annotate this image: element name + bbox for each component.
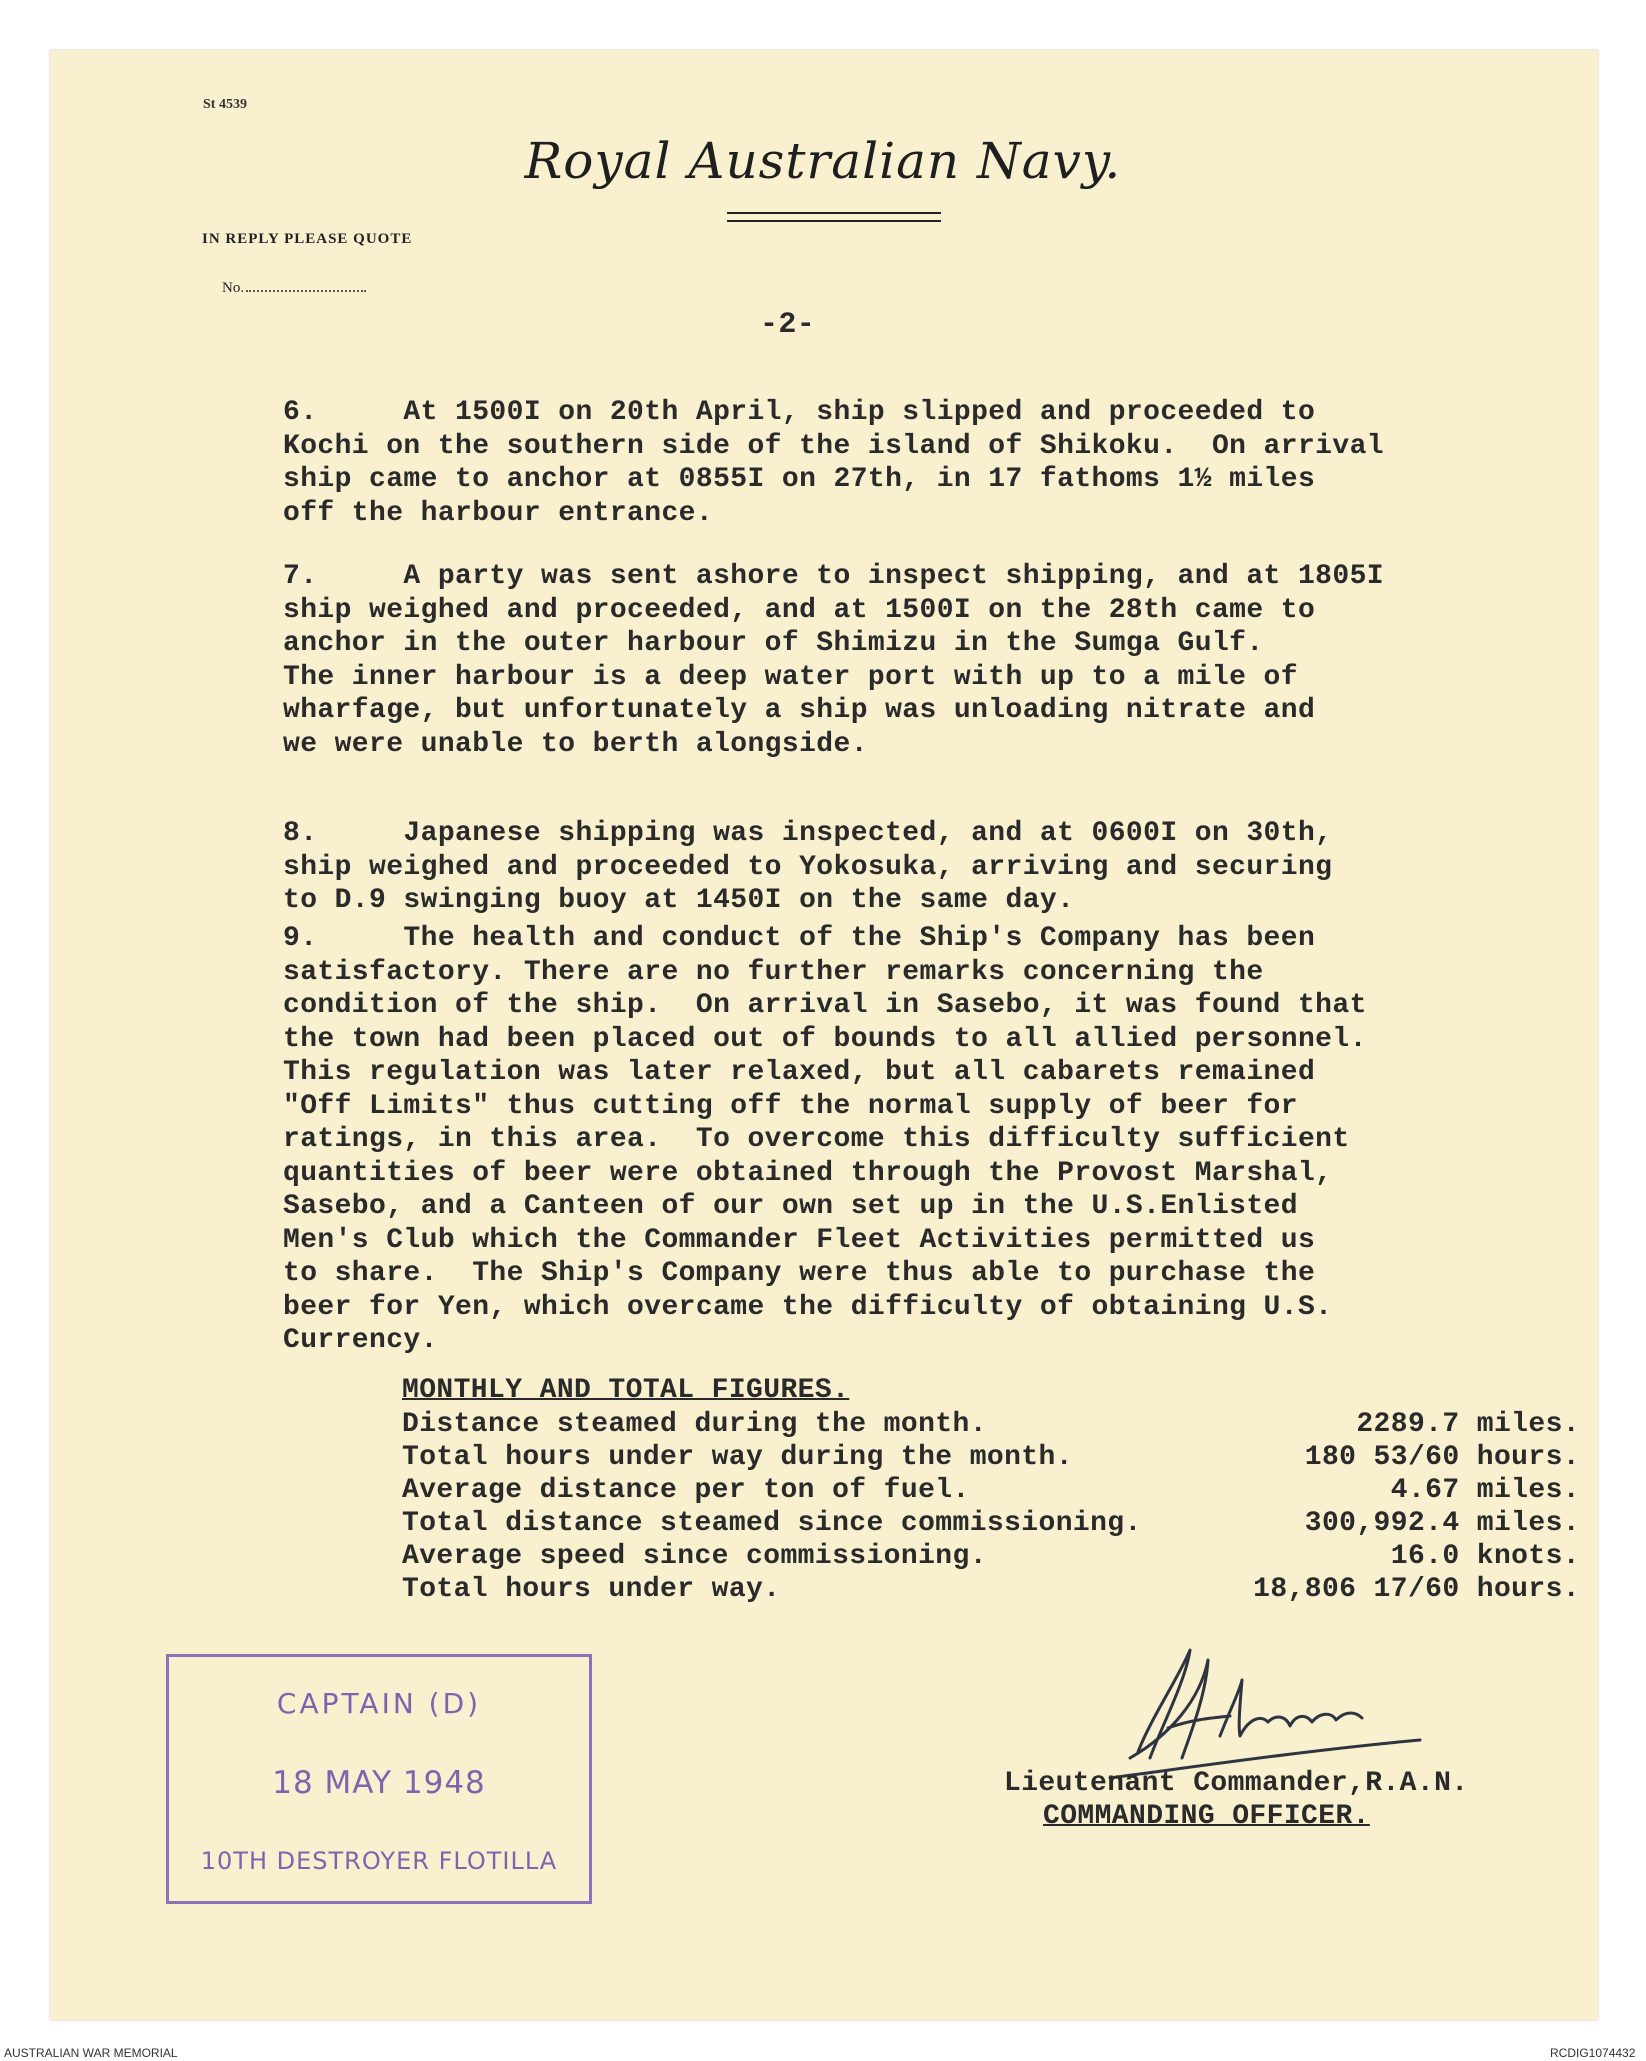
paragraph-6	[283, 396, 1545, 530]
reference-number-field	[222, 280, 366, 297]
signatory-title: COMMANDING OFFICER.	[1043, 1801, 1370, 1832]
figure-label: Total hours under way during the month.	[402, 1442, 1073, 1473]
paragraph-line: Currency.	[283, 1325, 438, 1356]
paragraph-line: satisfactory. There are no further remarks concerning the	[283, 956, 1264, 988]
figure-label: Total hours under way.	[402, 1574, 781, 1605]
paragraph-line: ratings, in this area. To overcome this difficulty sufficient	[283, 1124, 1350, 1155]
figure-value: 2289.7 miles.	[1356, 1409, 1580, 1440]
figure-value: 4.67 miles.	[1390, 1475, 1580, 1506]
reference-number-label: No.	[222, 280, 245, 296]
figure-value: 18,806 17/60 hours.	[1253, 1574, 1580, 1605]
signatory-rank: Lieutenant Commander,R.A.N.	[1004, 1768, 1469, 1799]
letterhead-rule-top	[727, 212, 941, 214]
paragraph-line: This regulation was later relaxed, but all cabarets remained	[283, 1057, 1316, 1088]
figure-value: 180 53/60 hours.	[1304, 1442, 1580, 1473]
form-code: St 4539	[203, 97, 247, 112]
paragraph-line: anchor in the outer harbour of Shimizu in the Sumga Gulf.	[283, 628, 1264, 659]
paragraph-line: 8. Japanese shipping was inspected, and at 0600I on 30th,	[283, 818, 1333, 849]
figure-label: Distance steamed during the month.	[402, 1409, 987, 1440]
reference-number-blank	[246, 290, 366, 292]
footer-record-id: RCDIG1074432	[1550, 2046, 1636, 2060]
paragraph-line: ship weighed and proceeded, and at 1500I on the 28th came to	[283, 594, 1316, 626]
stamp-line-flotilla: 10TH DESTROYER FLOTILLA	[200, 1847, 558, 1875]
stamp-line-captain: CAPTAIN (D)	[276, 1687, 482, 1720]
stamp-date: 18 MAY 1948	[272, 1765, 486, 1801]
paragraph-8	[283, 817, 1545, 918]
paragraph-line: off the harbour entrance.	[283, 497, 714, 529]
page-number: -2-	[760, 308, 816, 342]
paragraph-line: 7. A party was sent ashore to inspect shipping, and at 1805I	[283, 561, 1384, 592]
paragraph-line: wharfage, but unfortunately a ship was unloading nitrate and	[283, 695, 1316, 726]
figure-value: 300,992.4 miles.	[1304, 1508, 1580, 1539]
footer-archive-name: AUSTRALIAN WAR MEMORIAL	[4, 2046, 178, 2060]
figures-heading: MONTHLY AND TOTAL FIGURES.	[402, 1375, 850, 1406]
paragraph-line: to D.9 swinging buoy at 1450I on the same day.	[283, 885, 1075, 916]
letterhead-rule-bottom	[727, 220, 941, 222]
rubber-stamp	[166, 1654, 592, 1904]
paragraph-line: "Off Limits" thus cutting off the normal supply of beer for	[283, 1090, 1298, 1122]
paragraph-9	[283, 922, 1545, 1358]
paragraph-line: quantities of beer were obtained through the Provost Marshal,	[283, 1157, 1333, 1189]
paragraph-line: ship weighed and proceeded to Yokosuka, arriving and securing	[283, 851, 1333, 883]
reply-quote-label: IN REPLY PLEASE QUOTE	[202, 231, 413, 247]
paragraph-line: 9. The health and conduct of the Ship's Company has been	[283, 923, 1316, 954]
paragraph-line: ship came to anchor at 0855I on 27th, in 17 fathoms 1½ miles	[283, 464, 1316, 495]
figure-value: 16.0 knots.	[1390, 1541, 1580, 1572]
letterhead-title: Royal Australian Navy.	[524, 132, 1122, 190]
figure-label: Average speed since commissioning.	[402, 1541, 987, 1572]
paragraph-line: beer for Yen, which overcame the difficulty of obtaining U.S.	[283, 1291, 1333, 1323]
paragraph-line: condition of the ship. On arrival in Sasebo, it was found that	[283, 990, 1367, 1021]
paragraph-line: the town had been placed out of bounds to all allied personnel.	[283, 1023, 1367, 1055]
figure-label: Average distance per ton of fuel.	[402, 1475, 970, 1506]
paragraph-line: Sasebo, and a Canteen of our own set up in the U.S.Enlisted	[283, 1191, 1298, 1222]
paragraph-7	[283, 560, 1545, 761]
paragraph-line: The inner harbour is a deep water port with up to a mile of	[283, 661, 1298, 693]
paragraph-line: we were unable to berth alongside.	[283, 728, 868, 760]
paragraph-line: Men's Club which the Commander Fleet Activities permitted us	[283, 1224, 1316, 1256]
paragraph-line: 6. At 1500I on 20th April, ship slipped and proceeded to	[283, 397, 1316, 428]
figure-label: Total distance steamed since commissioning.	[402, 1508, 1142, 1539]
paragraph-line: to share. The Ship's Company were thus able to purchase the	[283, 1258, 1316, 1289]
paragraph-line: Kochi on the southern side of the island of Shikoku. On arrival	[283, 430, 1384, 462]
